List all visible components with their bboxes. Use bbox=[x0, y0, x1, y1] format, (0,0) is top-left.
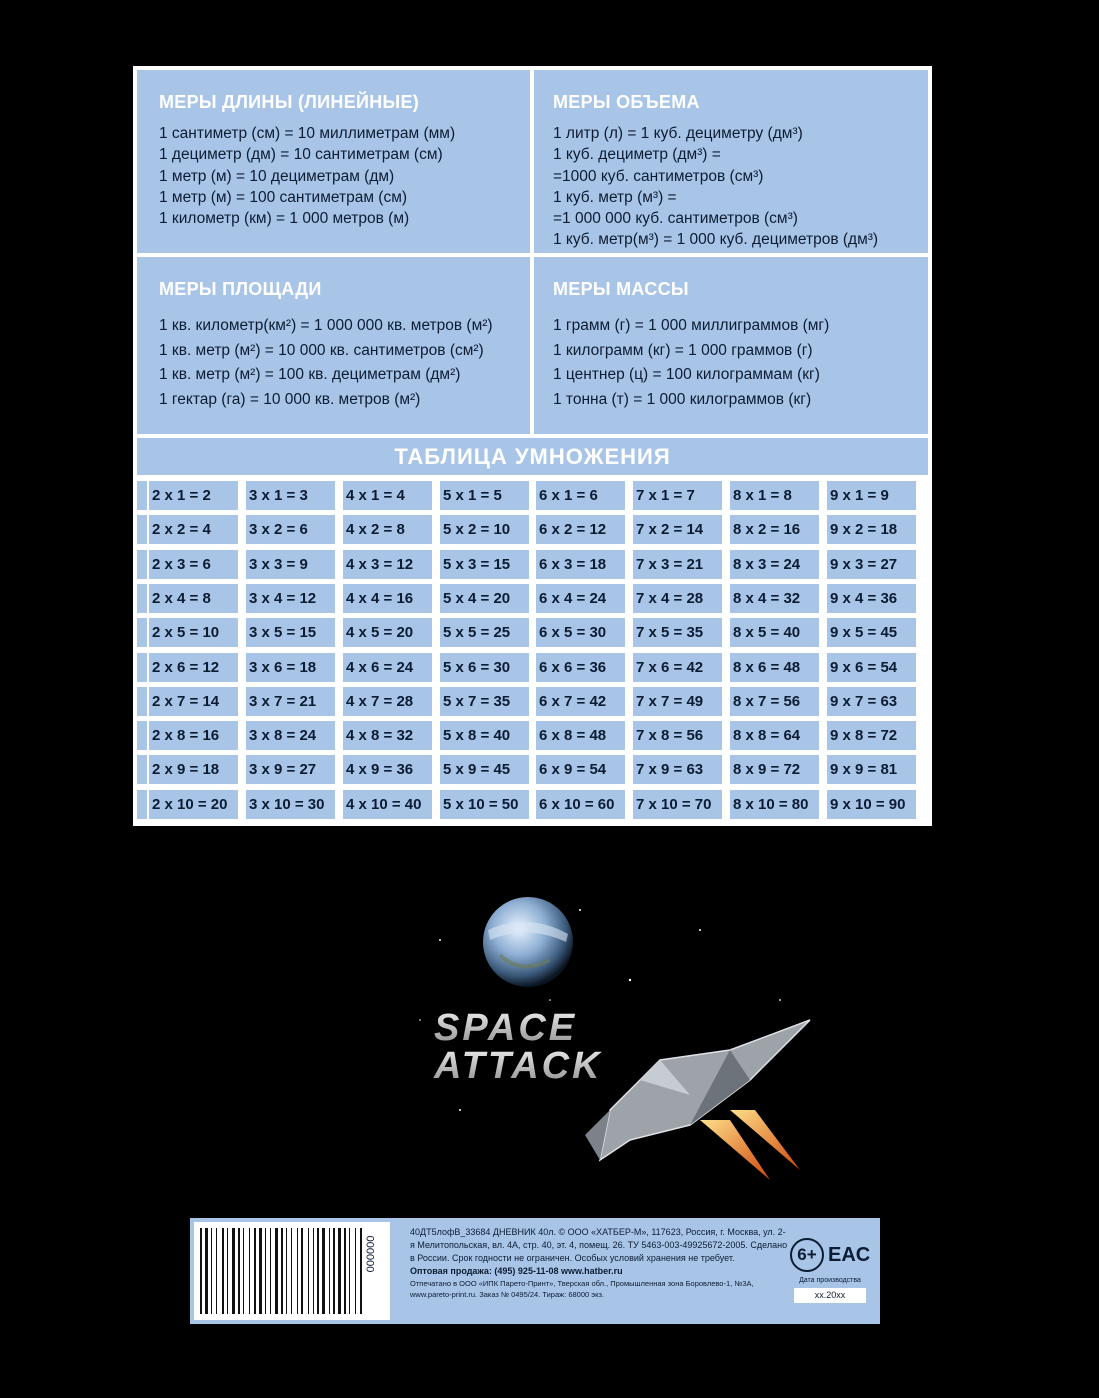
logo-line-2: ATTACK bbox=[434, 1045, 603, 1087]
multiplication-cell: 4 x 10 = 40 bbox=[343, 790, 432, 819]
barcode-bar bbox=[249, 1228, 250, 1314]
multiplication-cell: 5 x 7 = 35 bbox=[440, 687, 529, 716]
multiplication-title: ТАБЛИЦА УМНОЖЕНИЯ bbox=[137, 438, 928, 475]
barcode-bar bbox=[313, 1228, 314, 1314]
barcode-bar bbox=[281, 1228, 283, 1314]
barcode-bar bbox=[227, 1228, 228, 1314]
barcode-bar bbox=[243, 1228, 244, 1314]
multiplication-cell: 5 x 5 = 25 bbox=[440, 618, 529, 647]
multiplication-cell: 3 x 4 = 12 bbox=[246, 584, 335, 613]
multiplication-cell: 2 x 5 = 10 bbox=[149, 618, 238, 647]
mass-box bbox=[534, 257, 928, 434]
volume-line: =1000 куб. сантиметров (см³) bbox=[553, 167, 764, 185]
multiplication-cell: 9 x 9 = 81 bbox=[827, 755, 916, 784]
multiplication-cell: 4 x 1 = 4 bbox=[343, 481, 432, 510]
age-badge: 6+ bbox=[790, 1238, 824, 1272]
area-line: 1 кв. километр(км²) = 1 000 000 кв. метров (м²) bbox=[159, 317, 493, 334]
barcode-bar bbox=[333, 1228, 335, 1314]
multiplication-cell: 7 x 9 = 63 bbox=[633, 755, 722, 784]
mass-line: 1 центнер (ц) = 100 килограммам (кг) bbox=[553, 366, 820, 383]
multiplication-cell: 3 x 10 = 30 bbox=[246, 790, 335, 819]
space-attack-logo-art bbox=[400, 880, 820, 1210]
barcode-bar bbox=[355, 1228, 356, 1314]
row-edge bbox=[137, 721, 147, 750]
multiplication-cell: 3 x 1 = 3 bbox=[246, 481, 335, 510]
multiplication-cell: 5 x 3 = 15 bbox=[440, 550, 529, 579]
multiplication-cell: 3 x 8 = 24 bbox=[246, 721, 335, 750]
multiplication-cell: 5 x 1 = 5 bbox=[440, 481, 529, 510]
multiplication-cell: 8 x 2 = 16 bbox=[730, 515, 819, 544]
row-edge bbox=[137, 515, 147, 544]
imprint-printed: Отпечатано в ООО «ИПК Парето-Принт», Тверская обл., Промышленная зона Боровлево-1, №3А, www.pareto-print.ru. Заказ № 0495/24. Тираж: 68000 экз. bbox=[410, 1279, 754, 1299]
multiplication-cell: 6 x 2 = 12 bbox=[536, 515, 625, 544]
multiplication-cell: 3 x 7 = 21 bbox=[246, 687, 335, 716]
volume-line: =1 000 000 куб. сантиметров (см³) bbox=[553, 210, 798, 228]
eac-mark: EAC bbox=[828, 1244, 871, 1266]
multiplication-cell: 3 x 5 = 15 bbox=[246, 618, 335, 647]
multiplication-cell: 5 x 10 = 50 bbox=[440, 790, 529, 819]
length-line: 1 дециметр (дм) = 10 сантиметрам (см) bbox=[159, 146, 443, 164]
logo-line-1: SPACE bbox=[434, 1007, 578, 1049]
length-title: МЕРЫ ДЛИНЫ (ЛИНЕЙНЫЕ) bbox=[159, 92, 420, 112]
multiplication-cell: 8 x 1 = 8 bbox=[730, 481, 819, 510]
multiplication-cell: 3 x 6 = 18 bbox=[246, 653, 335, 682]
multiplication-cell: 4 x 2 = 8 bbox=[343, 515, 432, 544]
multiplication-cell: 6 x 10 = 60 bbox=[536, 790, 625, 819]
multiplication-cell: 7 x 7 = 49 bbox=[633, 687, 722, 716]
mass-line: 1 тонна (т) = 1 000 килограммов (кг) bbox=[553, 390, 812, 408]
barcode-bar bbox=[344, 1228, 346, 1314]
multiplication-cell: 7 x 1 = 7 bbox=[633, 481, 722, 510]
multiplication-cell: 6 x 3 = 18 bbox=[536, 550, 625, 579]
production-date-label: Дата производства bbox=[799, 1277, 861, 1284]
barcode-bar bbox=[216, 1228, 217, 1314]
barcode bbox=[194, 1222, 390, 1320]
multiplication-cell: 7 x 2 = 14 bbox=[633, 515, 722, 544]
barcode-bar bbox=[265, 1228, 266, 1314]
multiplication-cell: 8 x 5 = 40 bbox=[730, 618, 819, 647]
barcode-bar bbox=[360, 1228, 362, 1314]
barcode-bar bbox=[317, 1228, 319, 1314]
multiplication-cell: 3 x 2 = 6 bbox=[246, 515, 335, 544]
multiplication-cell: 6 x 7 = 42 bbox=[536, 687, 625, 716]
volume-line: 1 куб. метр (м³) = bbox=[553, 188, 677, 206]
row-edge bbox=[137, 550, 147, 579]
multiplication-cell: 9 x 1 = 9 bbox=[827, 481, 916, 510]
imprint-main: 40ДТ5лофВ_33684 ДНЕВНИК 40л. © ООО «ХАТБЕР-М», 117623, Россия, г. Москва, ул. 2-я Мелитопольская, вл. 4А, стр. 40, эт. 4, помещ. 26. ТУ 5463-003-49925672-2005. Сделано в России. Срок годности не ограничен. Особых условий хранения не требует. bbox=[410, 1227, 788, 1263]
multiplication-cell: 9 x 7 = 63 bbox=[827, 687, 916, 716]
barcode-bar bbox=[291, 1228, 292, 1314]
multiplication-cell: 2 x 7 = 14 bbox=[149, 687, 238, 716]
barcode-bar bbox=[238, 1228, 240, 1314]
multiplication-cell: 7 x 8 = 56 bbox=[633, 721, 722, 750]
multiplication-cell: 9 x 4 = 36 bbox=[827, 584, 916, 613]
barcode-bar bbox=[308, 1228, 309, 1314]
row-edge bbox=[137, 481, 147, 510]
multiplication-cell: 5 x 9 = 45 bbox=[440, 755, 529, 784]
area-line: 1 гектар (га) = 10 000 кв. метров (м²) bbox=[159, 390, 421, 408]
planet-and-ship-illustration bbox=[400, 880, 820, 1210]
barcode-bar bbox=[222, 1228, 224, 1314]
barcode-bar bbox=[254, 1228, 256, 1314]
multiplication-cell: 9 x 2 = 18 bbox=[827, 515, 916, 544]
multiplication-cell: 4 x 8 = 32 bbox=[343, 721, 432, 750]
area-title: МЕРЫ ПЛОЩАДИ bbox=[159, 279, 322, 299]
area-line: 1 кв. метр (м²) = 100 кв. дециметрам (дм²) bbox=[159, 366, 461, 383]
multiplication-cell: 2 x 4 = 8 bbox=[149, 584, 238, 613]
multiplication-cell: 6 x 4 = 24 bbox=[536, 584, 625, 613]
barcode-bar bbox=[329, 1228, 330, 1314]
multiplication-cell: 4 x 5 = 20 bbox=[343, 618, 432, 647]
barcode-bar bbox=[200, 1228, 202, 1314]
multiplication-cell: 2 x 6 = 12 bbox=[149, 653, 238, 682]
barcode-bar bbox=[297, 1228, 298, 1314]
volume-line: 1 куб. дециметр (дм³) = bbox=[553, 146, 721, 164]
barcode-bar bbox=[349, 1228, 350, 1314]
multiplication-cell: 6 x 8 = 48 bbox=[536, 721, 625, 750]
marks bbox=[790, 1238, 870, 1308]
area-box bbox=[137, 257, 530, 434]
length-line: 1 метр (м) = 100 сантиметрам (см) bbox=[159, 188, 408, 206]
length-line: 1 сантиметр (см) = 10 миллиметрам (мм) bbox=[159, 125, 456, 142]
multiplication-cell: 8 x 9 = 72 bbox=[730, 755, 819, 784]
multiplication-cell: 7 x 3 = 21 bbox=[633, 550, 722, 579]
mass-line: 1 грамм (г) = 1 000 миллиграммов (мг) bbox=[553, 317, 830, 334]
multiplication-cell: 4 x 4 = 16 bbox=[343, 584, 432, 613]
multiplication-cell: 9 x 8 = 72 bbox=[827, 721, 916, 750]
multiplication-cell: 7 x 5 = 35 bbox=[633, 618, 722, 647]
volume-box bbox=[534, 70, 928, 253]
barcode-icon bbox=[194, 1222, 390, 1320]
barcode-bar bbox=[232, 1228, 235, 1314]
volume-title: МЕРЫ ОБЪЕМА bbox=[553, 92, 700, 112]
multiplication-cell: 5 x 6 = 30 bbox=[440, 653, 529, 682]
multiplication-cell: 2 x 3 = 6 bbox=[149, 550, 238, 579]
multiplication-cell: 2 x 8 = 16 bbox=[149, 721, 238, 750]
barcode-bar bbox=[211, 1228, 212, 1314]
length-box bbox=[137, 70, 530, 253]
spaceship-icon bbox=[585, 1020, 810, 1180]
barcode-bar bbox=[338, 1228, 341, 1314]
imprint-text bbox=[410, 1226, 790, 1300]
multiplication-cell: 5 x 2 = 10 bbox=[440, 515, 529, 544]
row-edge bbox=[137, 653, 147, 682]
barcode-bar bbox=[259, 1228, 262, 1314]
mass-title: МЕРЫ МАССЫ bbox=[553, 279, 689, 299]
multiplication-cell: 9 x 5 = 45 bbox=[827, 618, 916, 647]
multiplication-cell: 8 x 3 = 24 bbox=[730, 550, 819, 579]
barcode-bar bbox=[270, 1228, 271, 1314]
length-line: 1 километр (км) = 1 000 метров (м) bbox=[159, 210, 410, 228]
row-edge bbox=[137, 687, 147, 716]
area-line: 1 кв. метр (м²) = 10 000 кв. сантиметров (см²) bbox=[159, 341, 484, 359]
multiplication-cell: 9 x 6 = 54 bbox=[827, 653, 916, 682]
multiplication-cell: 2 x 10 = 20 bbox=[149, 790, 238, 819]
reference-panel bbox=[133, 66, 932, 826]
row-edge bbox=[137, 755, 147, 784]
row-edge bbox=[137, 618, 147, 647]
multiplication-cell: 9 x 10 = 90 bbox=[827, 790, 916, 819]
imprint-wholesale: Оптовая продажа: (495) 925-11-08 www.hatber.ru bbox=[410, 1266, 623, 1276]
multiplication-cell: 3 x 3 = 9 bbox=[246, 550, 335, 579]
multiplication-cell: 6 x 1 = 6 bbox=[536, 481, 625, 510]
multiplication-cell: 8 x 10 = 80 bbox=[730, 790, 819, 819]
multiplication-cell: 7 x 10 = 70 bbox=[633, 790, 722, 819]
multiplication-cell: 3 x 9 = 27 bbox=[246, 755, 335, 784]
barcode-number: 000000 bbox=[363, 1235, 376, 1273]
multiplication-cell: 2 x 9 = 18 bbox=[149, 755, 238, 784]
multiplication-cell: 7 x 4 = 28 bbox=[633, 584, 722, 613]
barcode-bar bbox=[286, 1228, 287, 1314]
multiplication-cell: 9 x 3 = 27 bbox=[827, 550, 916, 579]
multiplication-cell: 4 x 3 = 12 bbox=[343, 550, 432, 579]
multiplication-cell: 8 x 6 = 48 bbox=[730, 653, 819, 682]
multiplication-cell: 8 x 8 = 64 bbox=[730, 721, 819, 750]
multiplication-cell: 6 x 6 = 36 bbox=[536, 653, 625, 682]
multiplication-cell: 6 x 9 = 54 bbox=[536, 755, 625, 784]
multiplication-cell: 2 x 2 = 4 bbox=[149, 515, 238, 544]
volume-line: 1 куб. метр(м³) = 1 000 куб. дециметров (дм³) bbox=[553, 231, 879, 249]
mass-line: 1 килограмм (кг) = 1 000 граммов (г) bbox=[553, 341, 813, 359]
multiplication-cell: 4 x 9 = 36 bbox=[343, 755, 432, 784]
barcode-bar bbox=[205, 1228, 208, 1314]
multiplication-cell: 8 x 7 = 56 bbox=[730, 687, 819, 716]
production-date-value: хх.20хх bbox=[794, 1288, 866, 1303]
barcode-bar bbox=[275, 1228, 278, 1314]
imprint-strip bbox=[190, 1218, 880, 1324]
barcode-bar bbox=[301, 1228, 303, 1314]
row-edge bbox=[137, 584, 147, 613]
multiplication-cell: 7 x 6 = 42 bbox=[633, 653, 722, 682]
planet-icon bbox=[483, 897, 573, 987]
barcode-bar bbox=[322, 1228, 325, 1314]
multiplication-cell: 8 x 4 = 32 bbox=[730, 584, 819, 613]
multiplication-cell: 6 x 5 = 30 bbox=[536, 618, 625, 647]
multiplication-cell: 4 x 7 = 28 bbox=[343, 687, 432, 716]
volume-line: 1 литр (л) = 1 куб. дециметру (дм³) bbox=[553, 125, 803, 142]
row-edge bbox=[137, 790, 147, 819]
multiplication-cell: 5 x 8 = 40 bbox=[440, 721, 529, 750]
multiplication-cell: 5 x 4 = 20 bbox=[440, 584, 529, 613]
multiplication-cell: 4 x 6 = 24 bbox=[343, 653, 432, 682]
multiplication-cell: 2 x 1 = 2 bbox=[149, 481, 238, 510]
length-line: 1 метр (м) = 10 дециметрам (дм) bbox=[159, 167, 395, 185]
